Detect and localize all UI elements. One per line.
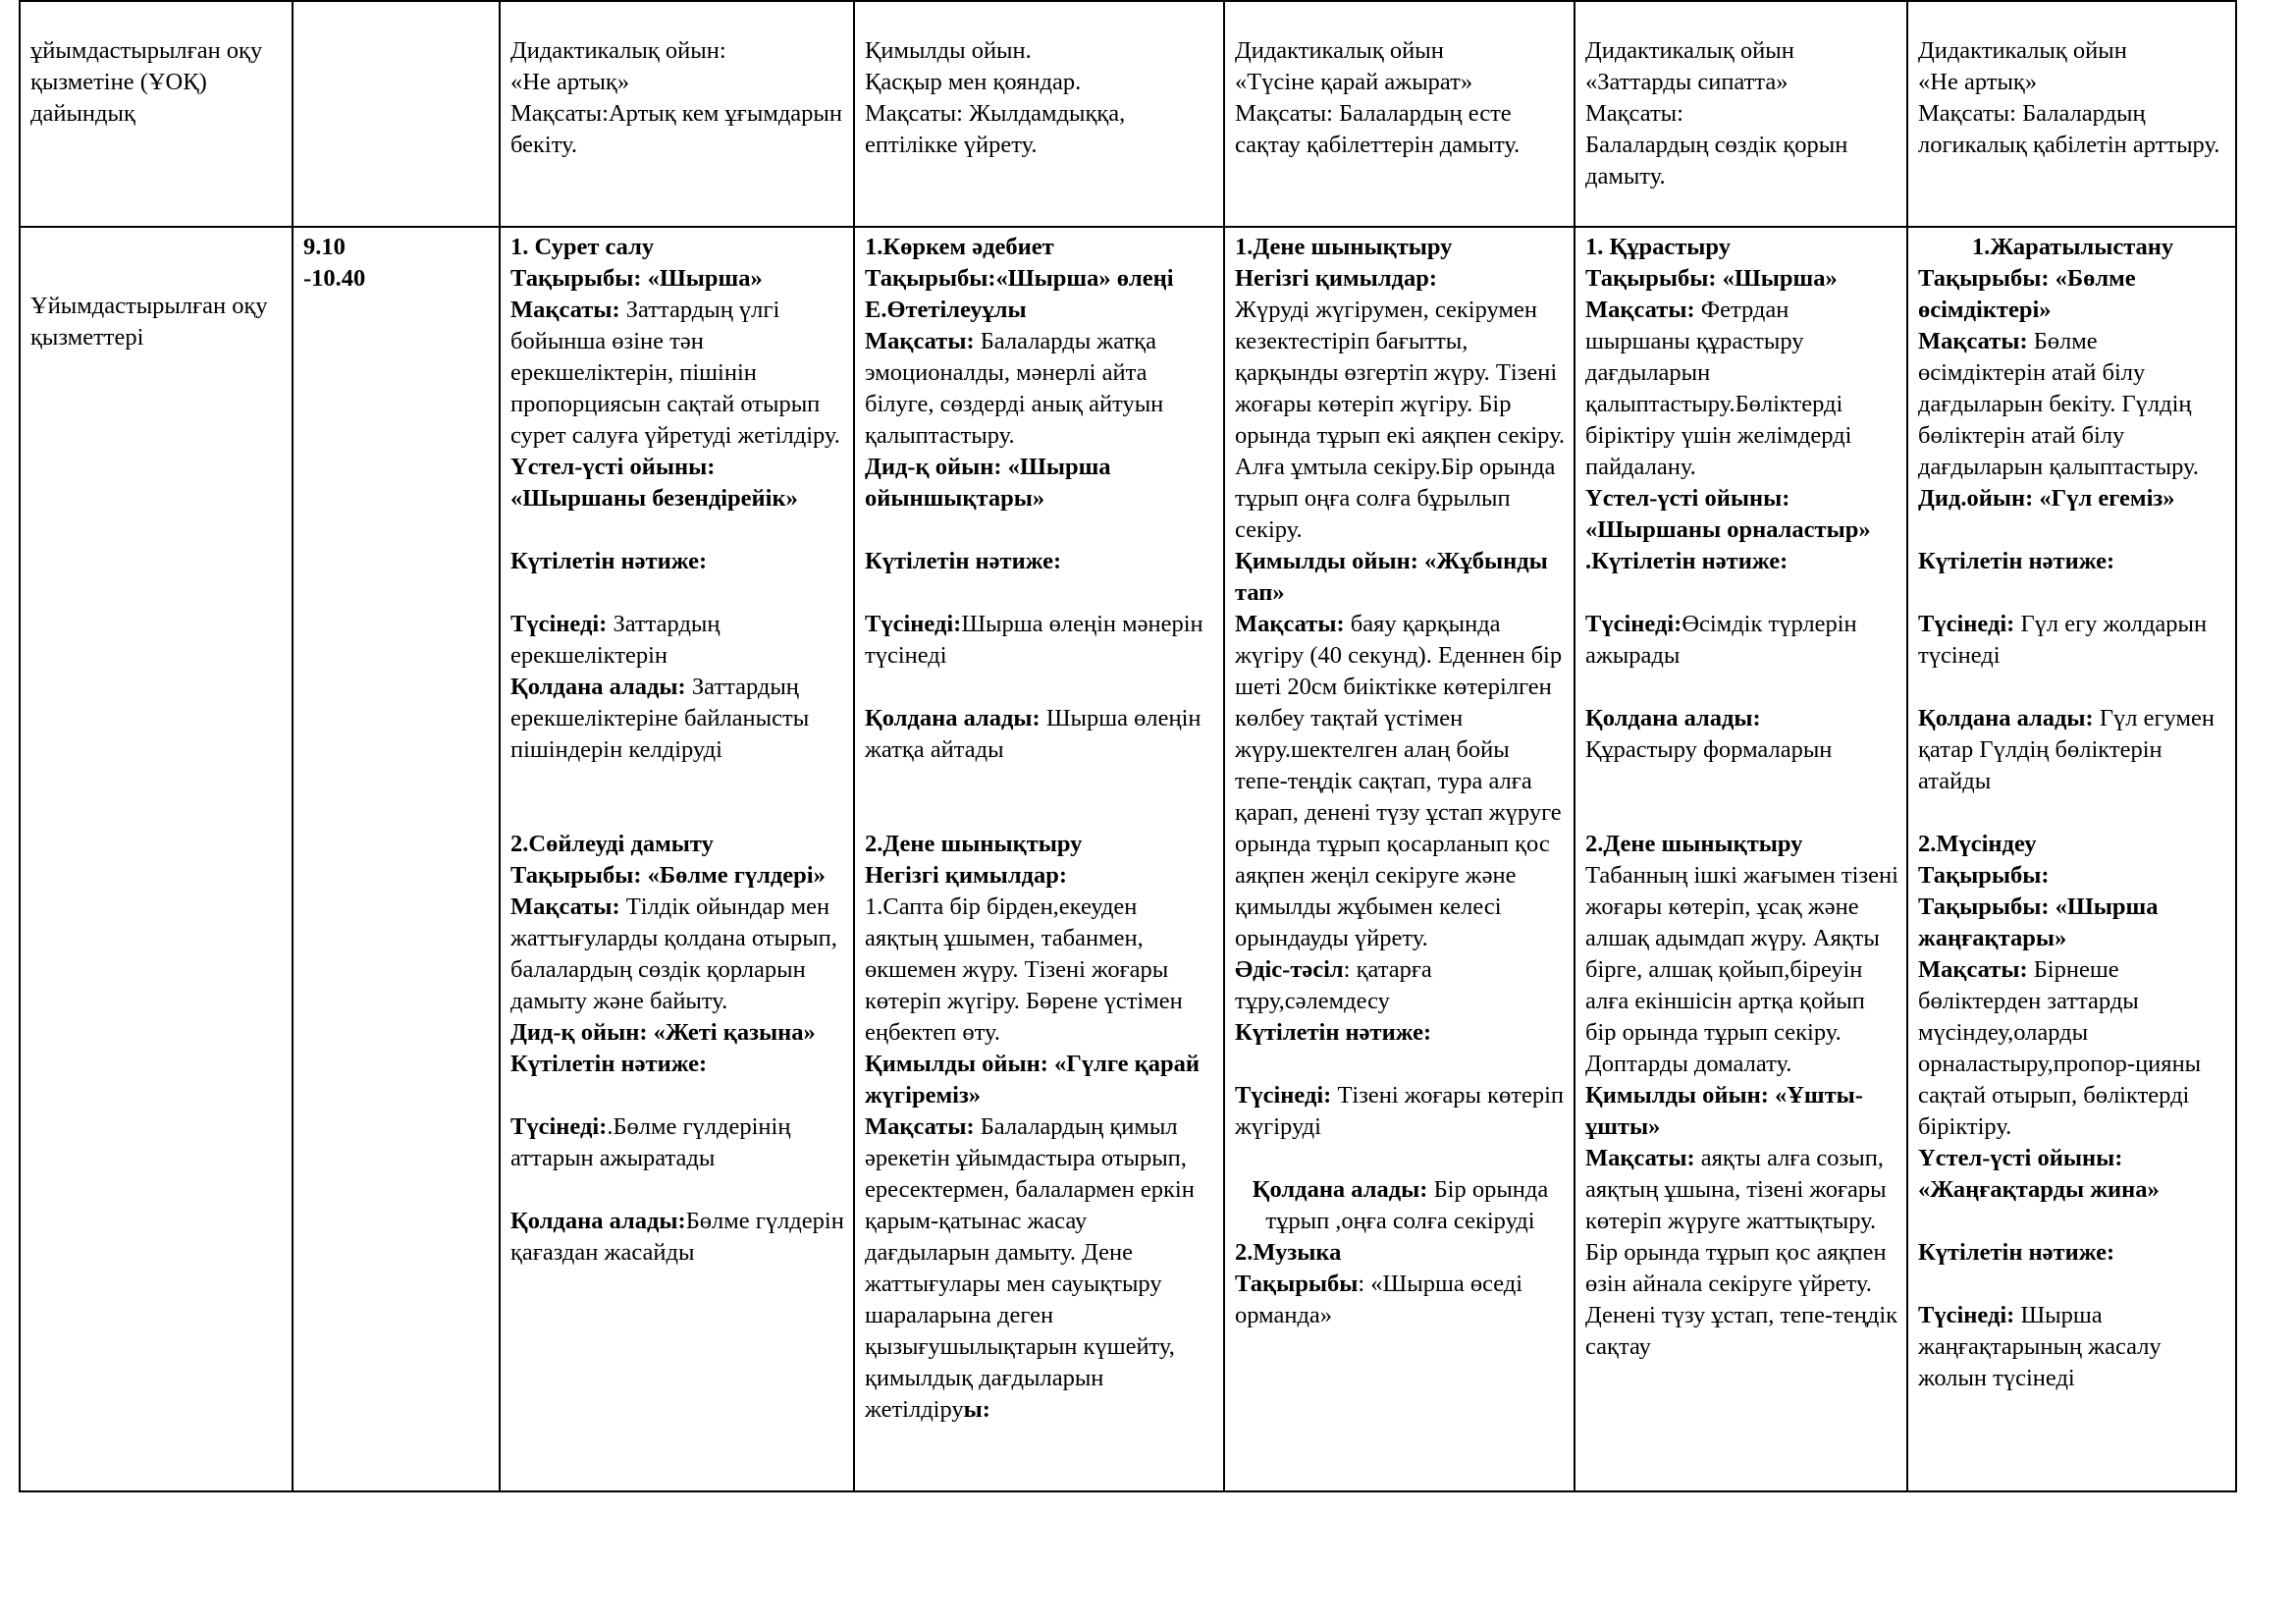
understands-text: Шырша өлеңін мәнерін түсінеді	[865, 611, 1203, 669]
time-start: 9.10	[303, 234, 346, 260]
can-apply-text: Гүл егумен қатар Гүлдің бөліктерін атайды	[1918, 705, 2215, 794]
understands-label: Түсінеді:	[510, 611, 608, 637]
understands-text: .Бөлме гүлдерінің аттарын ажыратады	[510, 1113, 791, 1171]
goal-text: Заттардың үлгі бойынша өзіне тән ерекшеліктерін, пішінін пропорциясын сақтай отырып сурет салуға үйретуді жетілдіру.	[510, 297, 840, 449]
expected-result: Күтілетін нәтиже:	[510, 548, 708, 574]
row-label-cell	[20, 227, 293, 1491]
lesson-plan-table	[19, 0, 2237, 1492]
row-label-cell	[20, 1, 293, 227]
goal-text: Тілдік ойындар мен жаттығуларды қолдана отырып, балалардың сөздік қорларын дамыту және байыту.	[510, 893, 837, 1014]
expected-result: Күтілетін нәтиже:	[1918, 1239, 2115, 1266]
tuesday-lessons-cell	[854, 227, 1224, 1491]
game-goal: Мақсаты:Артық кем ұғымдарын бекіту.	[510, 100, 842, 158]
lesson-topic: Тақырыбы: «Шырша»	[510, 265, 763, 292]
understands-label: Түсінеді:	[510, 1113, 608, 1140]
table-row-lessons	[20, 227, 2236, 1491]
thursday-prep-cell	[1575, 1, 1907, 227]
lesson-topic: Тақырыбы: «Шырша жаңғақтары»	[1918, 893, 2159, 951]
can-apply-label: Қолдана алады:	[510, 1208, 686, 1234]
understands-label: Түсінеді:	[1585, 611, 1682, 637]
game-title: «Заттарды сипатта»	[1585, 69, 1789, 95]
main-movements: Негізгі қимылдар:	[1235, 265, 1437, 292]
goal-text: Бөлме өсімдіктерін атай білу дағдыларын бекіту. Гүлдің бөліктерін атай білу дағдыларын қалыптастыру.	[1918, 328, 2199, 480]
game-goal: Балалардың сөздік қорын дамыту.	[1585, 132, 1848, 189]
did-game: Дид-қ ойын: «Жеті қазына»	[510, 1019, 816, 1046]
row-label: ұйымдастырылған оқу қызметіне (ҰОҚ) дайындық	[30, 37, 263, 127]
time-cell	[293, 227, 500, 1491]
active-game: Қимылды ойын: «Гүлге қарай жүгіреміз»	[865, 1051, 1200, 1109]
lesson-title: 2.Сөйлеуді дамыту	[510, 831, 714, 857]
friday-prep-cell	[1907, 1, 2236, 227]
expected-result: .Күтілетін нәтиже:	[1585, 548, 1789, 574]
game-type: Қимылды ойын.	[865, 37, 1032, 64]
active-game: Қимылды ойын: «Ұшты-ұшты»	[1585, 1082, 1863, 1140]
can-apply-label: Қолдана алады:	[1918, 705, 2094, 731]
expected-result: Күтілетін нәтиже:	[1235, 1019, 1432, 1046]
can-apply-text: Заттардың ерекшеліктеріне байланысты пішіндерін келдіруді	[510, 674, 810, 763]
monday-lessons-cell	[500, 227, 854, 1491]
understands-text: Өсімдік түрлерін ажырады	[1585, 611, 1857, 669]
goal-text: Балаларды жатқа эмоционалды, мәнерлі айта білуге, сөздерді анық айтуын қалыптастыру.	[865, 328, 1164, 449]
goal-label: Мақсаты:	[510, 893, 620, 920]
understands-label: Түсінеді:	[865, 611, 962, 637]
goal-text: баяу қарқында жүгіру (40 секунд). Еденнен бір шеті 20см биіктікке көтерілген көлбеу тақтай үстімен жүру.шектелген алаң бойы тепе-теңдік сақтап, тура алға қарап, денені түзу ұстап жүруге орында тұрып қосарланып қос аяқпен жеңіл секіруге және қимылды жұбымен келесі орындауды үйрету.	[1235, 611, 1563, 951]
can-apply-label: Қолдана алады:	[510, 674, 686, 700]
expected-result: Күтілетін нәтиже:	[510, 1051, 708, 1077]
tuesday-prep-cell	[854, 1, 1224, 227]
can-apply-text: Бір орында тұрып ,оңға солға секіруді	[1265, 1176, 1549, 1234]
game-goal: Мақсаты: Жылдамдыққа, ептілікке үйрету.	[865, 100, 1126, 158]
table-game: Үстел-үсті ойыны: «Жаңғақтарды жина»	[1918, 1145, 2160, 1203]
table-row-preparation	[20, 1, 2236, 227]
understands-text: Гүл егу жолдарын түсінеді	[1918, 611, 2208, 669]
understands-text: Шырша жаңғақтарының жасалу жолын түсінеді	[1918, 1302, 2162, 1391]
main-movements: Негізгі қимылдар:	[865, 862, 1067, 889]
game-type: Дидактикалық ойын	[1235, 37, 1444, 64]
goal-text: аяқты алға созып, аяқтың ұшына, тізені жоғары көтеріп жүруге жаттықтыру. Бір орында тұрып қос аяқпен өзін айнала секіруге үйрету. Денені түзу ұстап, тепе-теңдік сақтау	[1585, 1145, 1898, 1360]
goal-label: Мақсаты:	[1235, 611, 1345, 637]
can-apply-text: Бөлме гүлдерін қағаздан жасайды	[510, 1208, 844, 1266]
movements-text: 1.Сапта бір бірден,екеуден аяқтың ұшымен, табанмен, өкшемен жүру. Тізені жоғары көтеріп жүгіру. Бөрене үстімен еңбектеп өту.	[865, 893, 1183, 1046]
lesson-topic: Тақырыбы: «Бөлме гүлдері»	[510, 862, 826, 889]
lesson-title: 2.Мүсіндеу	[1918, 831, 2037, 857]
game-title: «Не артық»	[510, 69, 630, 95]
lesson-title: 2.Музыка	[1235, 1239, 1342, 1266]
topic-label: Тақырыбы	[1235, 1271, 1359, 1297]
goal-text-end: ы:	[963, 1396, 990, 1423]
game-goal: Мақсаты: Балалардың логикалық қабілетін арттыру.	[1918, 100, 2220, 158]
understands-label: Түсінеді:	[1235, 1082, 1332, 1109]
goal-label: Мақсаты:	[510, 297, 620, 323]
lesson-topic: Тақырыбы:«Шырша» өлеңі Е.Өтетілеуұлы	[865, 265, 1174, 323]
understands-label: Түсінеді:	[1918, 1302, 2015, 1328]
wednesday-prep-cell	[1224, 1, 1575, 227]
can-apply-label: Қолдана алады:	[1585, 705, 1761, 731]
method-text: : қатарға тұру,сәлемдесу	[1235, 956, 1432, 1014]
goal-label: Мақсаты:	[1585, 1145, 1695, 1171]
understands-text: Заттардың ерекшеліктерін	[510, 611, 721, 669]
goal-text: Бірнеше бөліктерден заттарды мүсіндеу,оларды орналастыру,пропор-цияны сақтай отырып, бөліктерді біріктіру.	[1918, 956, 2202, 1140]
movements-text: Табанның ішкі жағымен тізені жоғары көтеріп, ұсақ және алшақ адымдап жүру. Аяқты бірге, алшақ қойып,біреуін алға екіншісін артқа қойып бір орында тұрып секіру. Доптарды домалату.	[1585, 862, 1898, 1077]
lesson-title: 2.Дене шынықтыру	[865, 831, 1083, 857]
game-type: Дидактикалық ойын:	[510, 37, 726, 64]
table-game: Үстел-үсті ойыны: «Шыршаны безендірейік»	[510, 454, 798, 512]
did-game: Дид-қ ойын: «Шырша ойыншықтары»	[865, 454, 1111, 512]
goal-label: Мақсаты:	[1918, 328, 2028, 354]
can-apply-label: Қолдана алады:	[1252, 1176, 1428, 1203]
time-cell-empty	[293, 1, 500, 227]
understands-label: Түсінеді:	[1918, 611, 2015, 637]
method-label: Әдіс-тәсіл	[1235, 956, 1344, 983]
topic-label: Тақырыбы:	[1918, 862, 2050, 889]
game-goal: Мақсаты: Балалардың есте сақтау қабілеттерін дамыту.	[1235, 100, 1521, 158]
lesson-title: 1.Дене шынықтыру	[1235, 234, 1453, 260]
wednesday-lessons-cell	[1224, 227, 1575, 1491]
expected-result: Күтілетін нәтиже:	[1918, 548, 2115, 574]
expected-result: Күтілетін нәтиже:	[865, 548, 1062, 574]
lesson-title: 1. Сурет салу	[510, 234, 655, 260]
goal-label: Мақсаты:	[1585, 297, 1695, 323]
lesson-title: 1. Құрастыру	[1585, 234, 1731, 260]
lesson-title: 1.Жаратылыстану	[1971, 234, 2174, 260]
topic-text: : «Шырша өседі орманда»	[1235, 1271, 1523, 1328]
lesson-title: 1.Көркем әдебиет	[865, 234, 1054, 260]
friday-lessons-cell	[1907, 227, 2236, 1491]
can-apply-text: Шырша өлеңін жатқа айтады	[865, 705, 1201, 763]
game-title: Қасқыр мен қояндар.	[865, 69, 1082, 95]
thursday-lessons-cell	[1575, 227, 1907, 1491]
can-apply-text: Құрастыру формаларын	[1585, 736, 1833, 763]
time-end: -10.40	[303, 265, 366, 292]
did-game: Дид.ойын: «Гүл егеміз»	[1918, 485, 2175, 512]
lesson-topic: Тақырыбы: «Бөлме өсімдіктері»	[1918, 265, 2136, 323]
lesson-topic: Тақырыбы: «Шырша»	[1585, 265, 1838, 292]
active-game: Қимылды ойын: «Жұбынды тап»	[1235, 548, 1548, 606]
lesson-title: 2.Дене шынықтыру	[1585, 831, 1803, 857]
goal-label: Мақсаты:	[865, 1113, 975, 1140]
goal-text: Балалардың қимыл әрекетін ұйымдастыра отырып, ересектермен, балалармен еркін қарым-қатынас жасау дағдыларын дамыту. Дене жаттығулары мен сауықтыру шараларына деген қызығушылықтарын күшейту, қимылдық дағдыларын жетілдіру	[865, 1113, 1195, 1423]
monday-prep-cell	[500, 1, 854, 227]
goal-text: Фетрдан шыршаны құрастыру дағдыларын қалыптастыру.Бөліктерді біріктіру үшін желімдерді пайдалану.	[1585, 297, 1852, 480]
game-title: «Түсіне қарай ажырат»	[1235, 69, 1473, 95]
row-label: Ұйымдастырылған оқу қызметтері	[30, 293, 268, 351]
understands-text: Тізені жоғары көтеріп жүгіруді	[1235, 1082, 1565, 1140]
game-goal-label: Мақсаты:	[1585, 100, 1683, 127]
movements-text: Жүруді жүгірумен, секірумен кезектестіріп бағытты, қарқынды өзгертіп жүру. Тізені жоғары көтеріп жүгіру. Бір орында тұрып екі аяқпен секіру. Алға ұмтыла секіру.Бір орында тұрып оңға солға бұрылып секіру.	[1235, 297, 1566, 543]
goal-label: Мақсаты:	[1918, 956, 2028, 983]
game-type: Дидактикалық ойын	[1918, 37, 2127, 64]
goal-label: Мақсаты:	[865, 328, 975, 354]
can-apply-label: Қолдана алады:	[865, 705, 1041, 731]
table-game: Үстел-үсті ойыны: «Шыршаны орналастыр»	[1585, 485, 1871, 543]
game-title: «Не артық»	[1918, 69, 2038, 95]
game-type: Дидактикалық ойын	[1585, 37, 1794, 64]
